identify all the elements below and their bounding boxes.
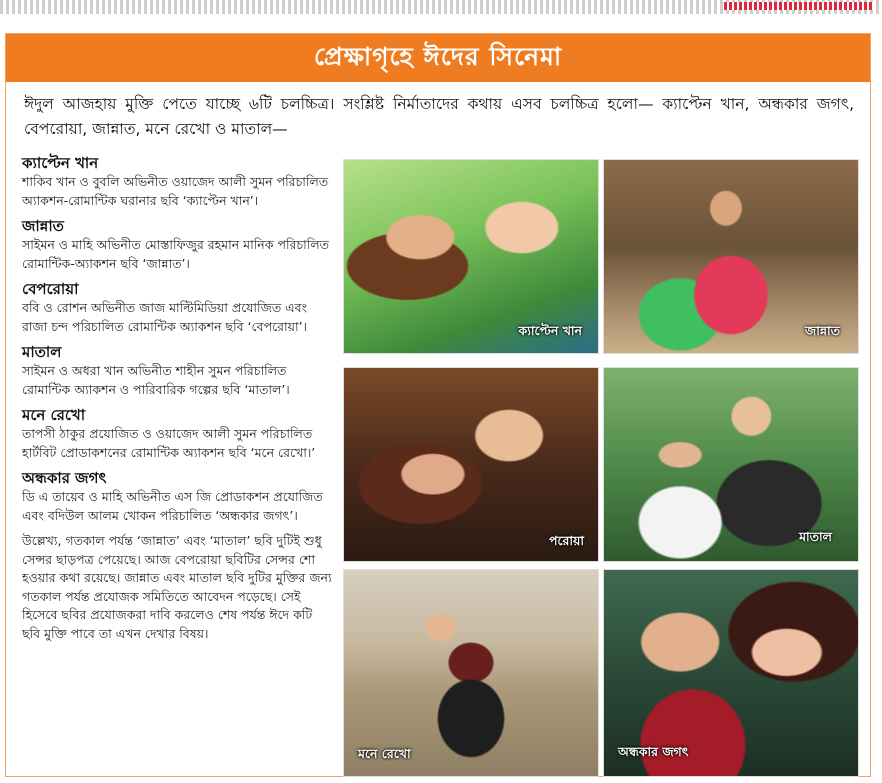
- film-entry-beporoya: [22, 280, 334, 336]
- headline-banner: [6, 34, 870, 82]
- film-description: ডি এ তায়েব ও মাহি অভিনীত এস জি প্রোডাকশন প্রযোজিত এবং বদিউল আলম খোকন পরিচালিত ‘অন্ধকার জগৎ’।: [22, 489, 323, 523]
- film-title: মাতাল: [22, 343, 62, 361]
- headline-title: প্রেক্ষাগৃহে ঈদের সিনেমা: [313, 41, 563, 71]
- film-description: সাইমন ও মাহি অভিনীত মোস্তাফিজুর রহমান মানিক পরিচালিত রোমান্টিক-অ্যাকশন ছবি ‘জান্নাত’।: [22, 237, 330, 271]
- intro-paragraph: ঈদুল আজহায় মুক্তি পেতে যাচ্ছে ৬টি চলচ্চিত্র। সংশ্লিষ্ট নির্মাতাদের কথায় এসব চলচ্চিত্র হলো— ক্যাপ্টেন খান, অন্ধকার জগৎ, বেপরোয়া, জান্নাত, মনে রেখো ও মাতাল—: [24, 95, 854, 138]
- film-list: [22, 154, 334, 643]
- photo-caption: পরোয়া: [549, 533, 584, 548]
- film-description: তাপসী ঠাকুর প্রযোজিত ও ওয়াজেদ আলী সুমন পরিচালিত হার্টবিট প্রোডাকশনের রোমান্টিক অ্যাকশন ছবি ‘মনে রেখো।’: [22, 426, 316, 460]
- film-entry-ondhokar-jogot: [22, 469, 334, 525]
- photo-beporoya: [343, 367, 599, 562]
- film-title: মনে রেখো: [22, 406, 86, 424]
- film-description: শাকিব খান ও বুবলি অভিনীত ওয়াজেদ আলী সুমন পরিচালিত অ্যাকশন-রোমান্টিক ঘরানার ছবি ‘ক্যাপ্টেন খান’।: [22, 174, 329, 208]
- red-accent-strip: [724, 2, 874, 10]
- photo-caption: জান্নাত: [805, 323, 840, 338]
- film-description: ববি ও রোশন অভিনীত জাজ মাল্টিমিডিয়া প্রযোজিত এবং রাজা চন্দ পরিচালিত রোমান্টিক অ্যাকশন ছবি ‘বেপরোয়া’।: [22, 300, 308, 334]
- top-decorative-strip: [0, 0, 882, 14]
- film-entry-mone-rekho: [22, 406, 334, 462]
- closing-paragraph: উল্লেখ্য, গতকাল পর্যন্ত ‘জান্নাত’ এবং ‘মাতাল’ ছবি দুটিই শুধু সেন্সর ছাড়পত্র পেয়েছে। আজ বেপরোয়া ছবিটির সেন্সর শো হওয়ার কথা রয়েছে। জান্নাত এবং মাতাল ছবি দুটির মুক্তির জন্য গতকাল পর্যন্ত প্রযোজক সমিতিতে আবেদন পড়েছে। সেই হিসেবে ছবির প্রযোজকরা দাবি করলেও শেষ পর্যন্ত ঈদে কটি ছবি মুক্তি পাবে তা এখন দেখার বিষয়।: [22, 533, 332, 641]
- photo-mone-rekho: [343, 569, 599, 777]
- photo-caption: ক্যাপ্টেন খান: [518, 323, 582, 338]
- photo-caption: মাতাল: [799, 529, 832, 544]
- photo-ondhokar-jogot: [603, 569, 859, 777]
- film-title: বেপরোয়া: [22, 280, 79, 298]
- photo-caption: অন্ধকার জগৎ: [618, 744, 689, 759]
- film-entry-captain-khan: [22, 154, 334, 210]
- photo-captain-khan: [343, 159, 599, 354]
- film-description: সাইমন ও অধরা খান অভিনীত শাহীন সুমন পরিচালিত রোমান্টিক অ্যাকশন ও পারিবারিক গল্পের ছবি ‘মাতাল’।: [22, 363, 290, 397]
- film-title: অন্ধকার জগৎ: [22, 469, 107, 487]
- photo-caption: মনে রেখো: [358, 746, 411, 761]
- photo-matal: [603, 367, 859, 562]
- photo-jannat: [603, 159, 859, 354]
- film-entry-matal: [22, 343, 334, 399]
- film-title: জান্নাত: [22, 217, 64, 235]
- article-frame: [5, 33, 871, 777]
- film-entry-jannat: [22, 217, 334, 273]
- film-title: ক্যাপ্টেন খান: [22, 154, 99, 172]
